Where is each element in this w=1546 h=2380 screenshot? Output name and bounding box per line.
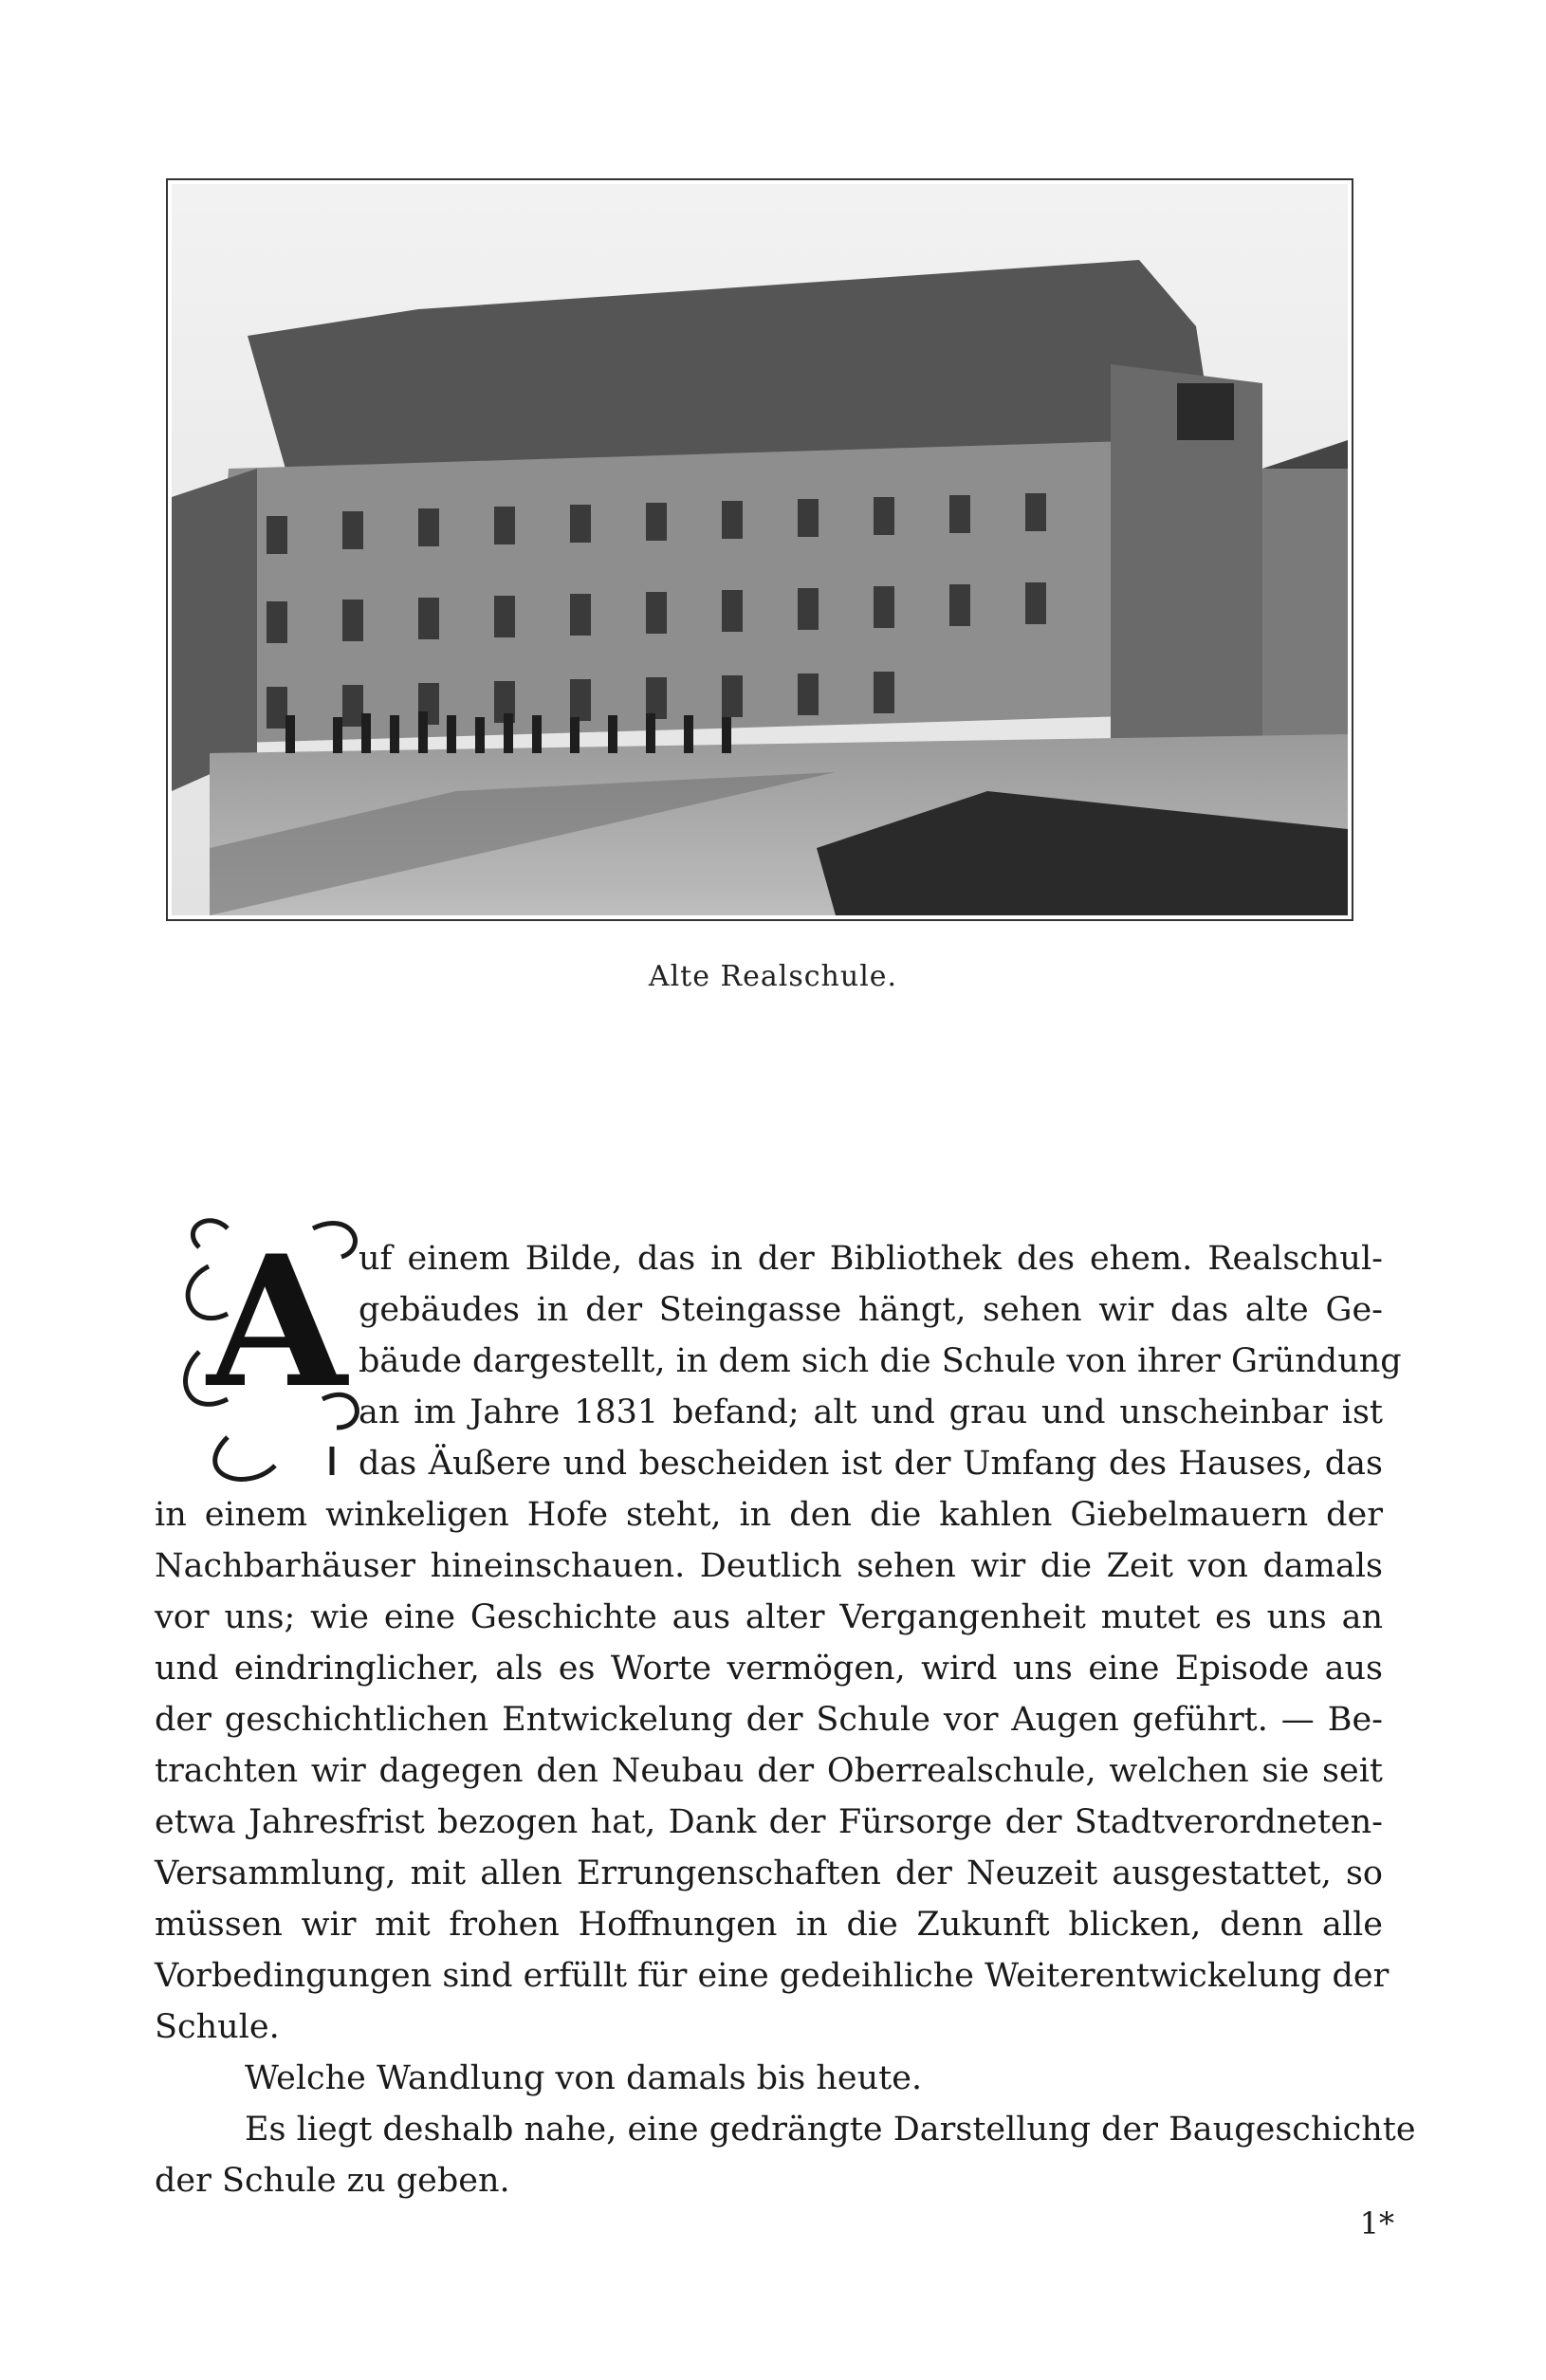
old-school-photo	[172, 184, 1348, 915]
paragraph-2: Welche Wandlung von damals bis heute.	[245, 2059, 923, 2097]
body-text	[155, 1233, 1416, 2206]
text-line: gebäudes in der Steingasse hängt, sehen wir das alte Ge-	[359, 1291, 1383, 1329]
drop-cap-letter: A	[207, 1216, 347, 1428]
text-line: Versammlung, mit allen Errungenschaften der Neuzeit ausgestattet, so	[155, 1854, 1383, 1892]
page-number: 1*	[1359, 2205, 1394, 2242]
text-line: Es liegt deshalb nahe, eine gedrängte Darstellung der Baugeschichte	[245, 2111, 1416, 2149]
text-line: in einem winkeligen Hofe steht, in den die kahlen Giebelmauern der	[155, 1496, 1383, 1534]
text-line: Vorbedingungen sind erfüllt für eine gedeihliche Weiterentwickelung der	[155, 1957, 1390, 1995]
text-line: Nachbarhäuser hineinschauen. Deutlich sehen wir die Zeit von damals	[155, 1547, 1383, 1585]
text-line: und eindringlicher, als es Worte vermögen, wird uns eine Episode aus	[155, 1650, 1383, 1688]
text-line: etwa Jahresfrist bezogen hat, Dank der Fürsorge der Stadtverordneten-	[155, 1803, 1383, 1841]
text-line: das Äußere und bescheiden ist der Umfang des Hauses, das	[359, 1445, 1383, 1483]
text-line: der Schule zu geben.	[155, 2162, 510, 2200]
text-line: müssen wir mit frohen Hoffnungen in die Zukunft blicken, denn alle	[155, 1906, 1383, 1944]
text-line: trachten wir dagegen den Neubau der Oberrealschule, welchen sie seit	[155, 1752, 1383, 1790]
text-line: uf einem Bilde, das in der Bibliothek des ehem. Realschul-	[359, 1240, 1383, 1278]
text-line: bäude dargestellt, in dem sich die Schule von ihrer Gründung	[359, 1342, 1402, 1380]
photo-frame	[166, 178, 1353, 921]
text-line: an im Jahre 1831 befand; alt und grau und unscheinbar ist	[359, 1393, 1383, 1431]
text-line: Schule.	[155, 2008, 280, 2046]
text-line: vor uns; wie eine Geschichte aus alter Vergangenheit mutet es uns an	[155, 1598, 1383, 1636]
figure-caption: Alte Realschule.	[648, 960, 898, 993]
text-line: der geschichtlichen Entwickelung der Schule vor Augen geführt. — Be-	[155, 1701, 1383, 1739]
